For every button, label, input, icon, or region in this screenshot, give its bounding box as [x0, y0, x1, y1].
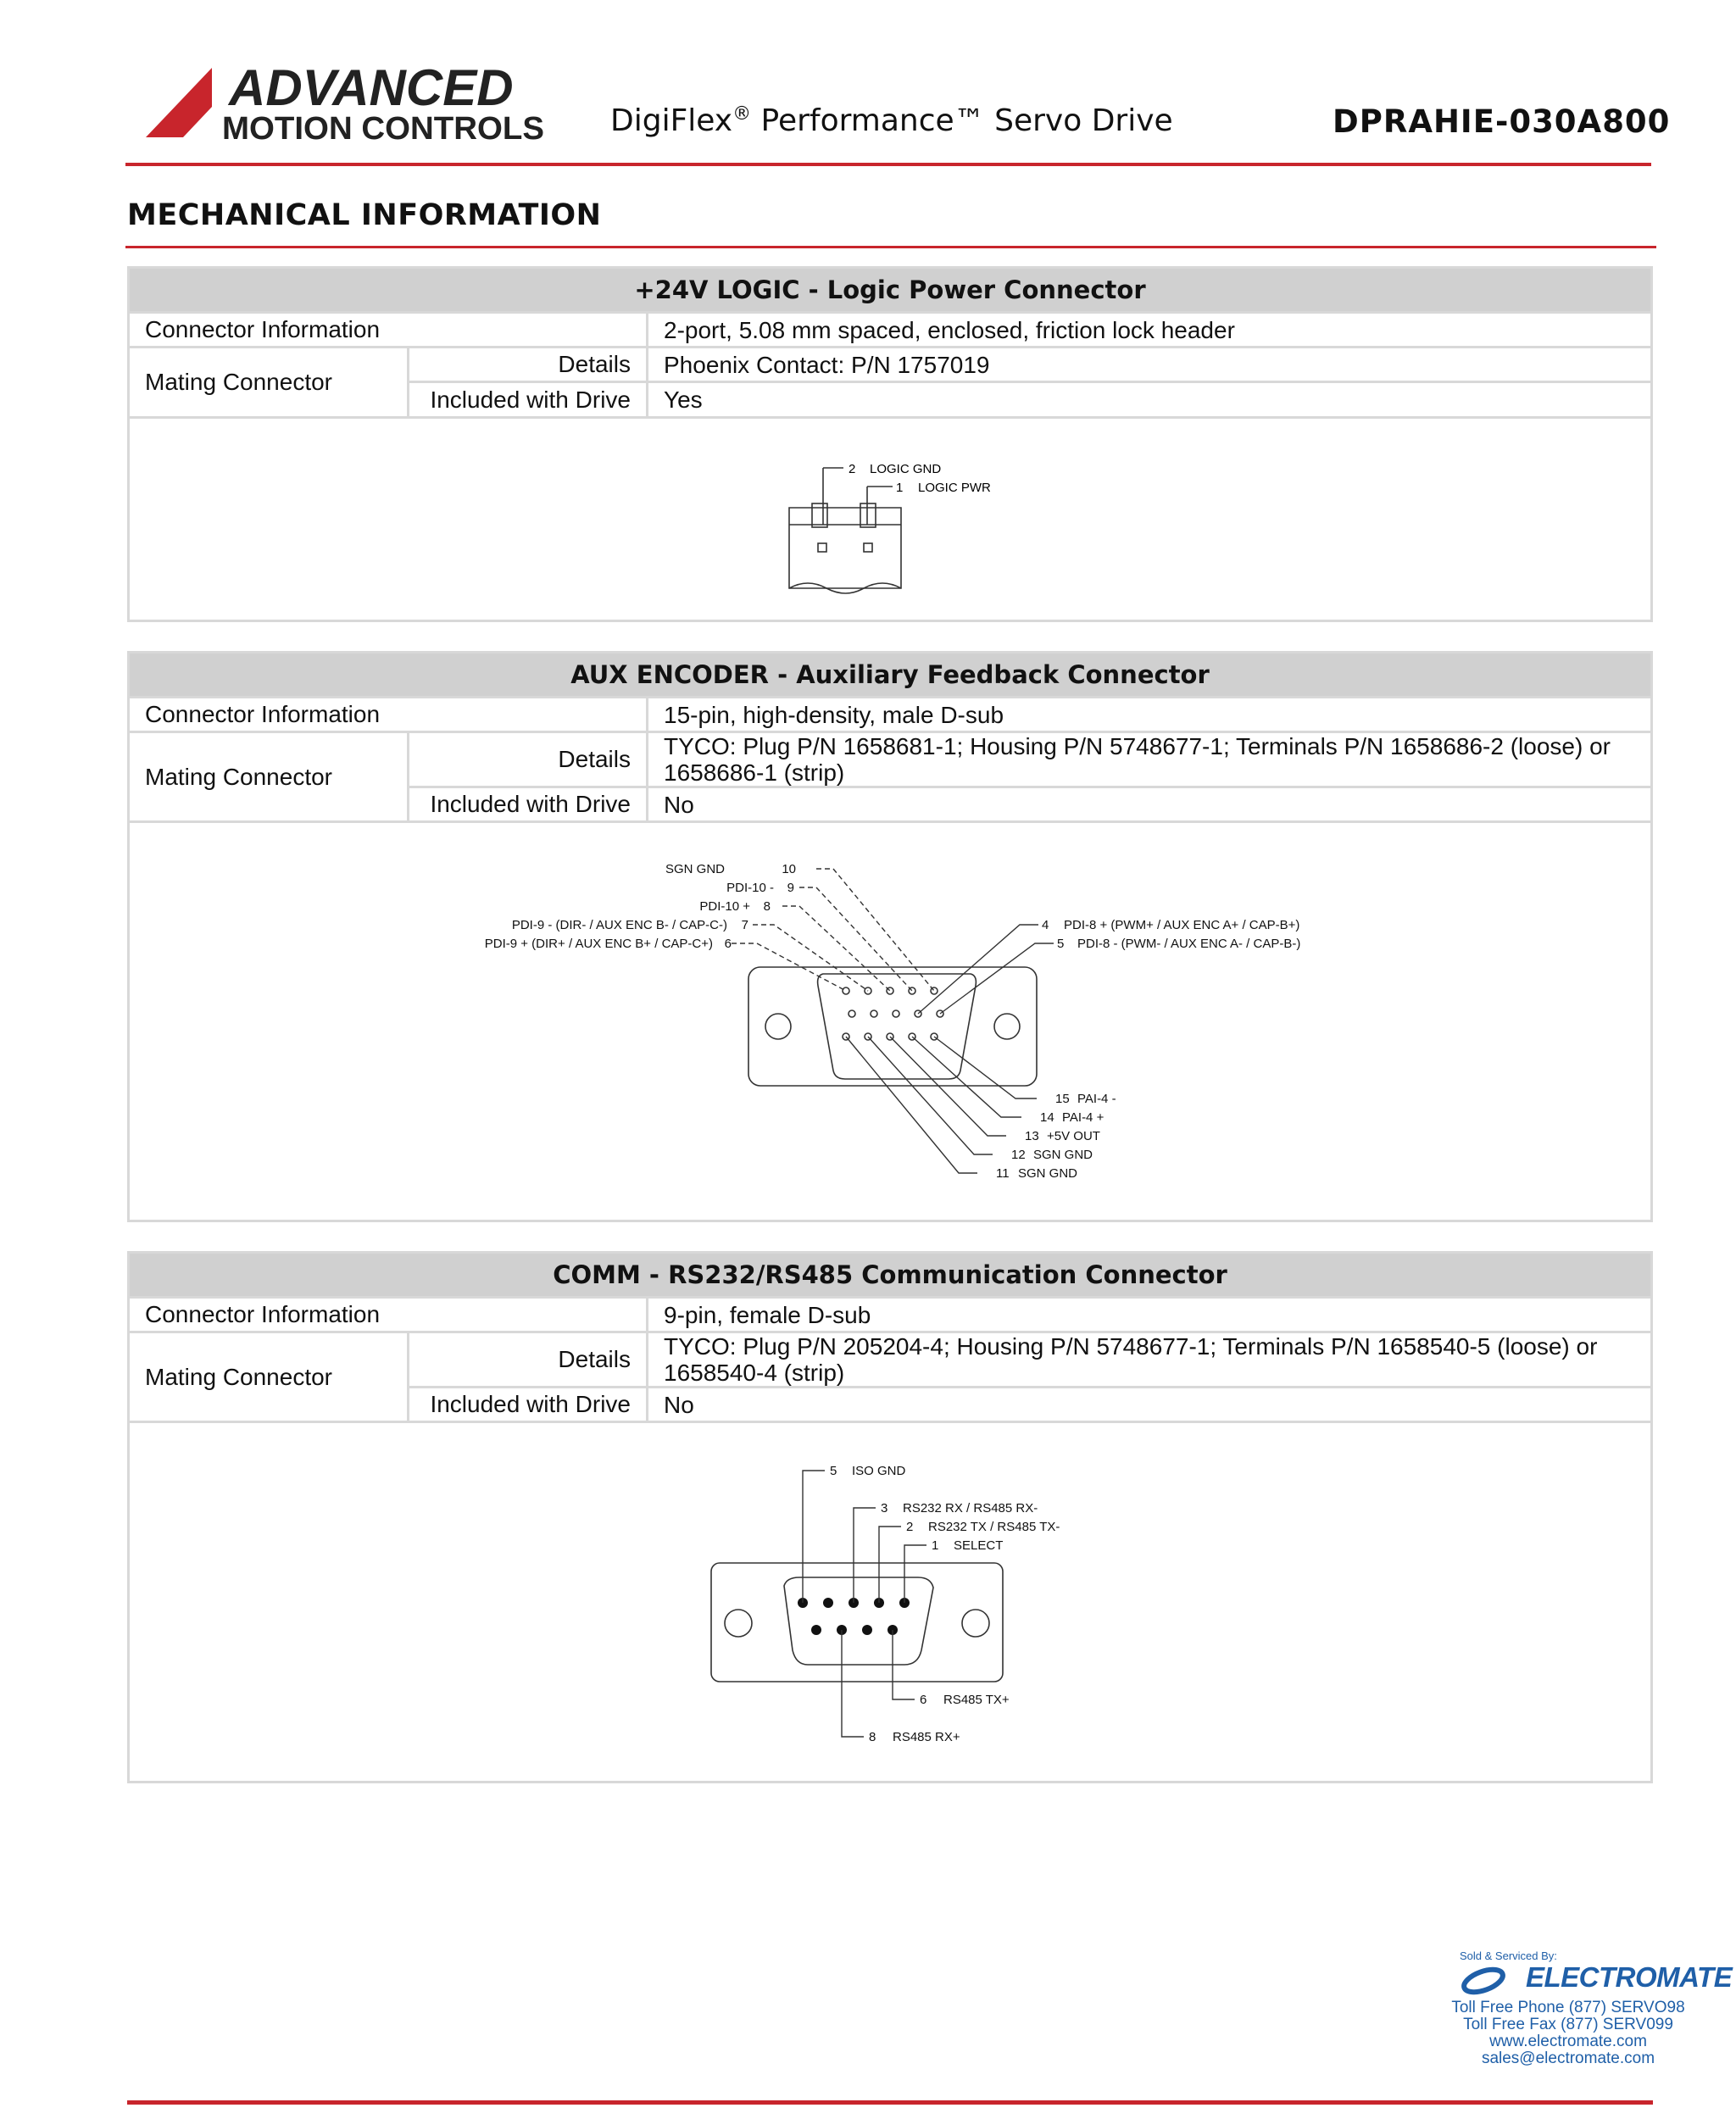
svg-text:SGN GND: SGN GND	[1033, 1148, 1093, 1162]
svg-text:RS232 RX / RS485 RX-: RS232 RX / RS485 RX-	[903, 1501, 1038, 1516]
svg-text:PDI-9 - (DIR- / AUX ENC B- / C: PDI-9 - (DIR- / AUX ENC B- / CAP-C-)	[511, 918, 727, 932]
svg-text:5: 5	[830, 1464, 837, 1478]
mating-connector-row	[130, 733, 1650, 823]
pin-2-num: 2	[849, 462, 856, 476]
mating-connector-label: Mating Connector	[130, 348, 409, 416]
connector-info-label: Connector Information	[130, 1299, 648, 1331]
mating-connector-label: Mating Connector	[130, 733, 409, 820]
svg-text:15: 15	[1055, 1092, 1070, 1106]
svg-text:SGN GND: SGN GND	[665, 862, 725, 876]
website-link[interactable]: www.electromate.com	[1489, 2033, 1647, 2050]
connector-info-value: 15-pin, high-density, male D-sub	[664, 701, 1004, 728]
connector-table-logic	[127, 266, 1653, 622]
email-link[interactable]: sales@electromate.com	[1481, 2049, 1655, 2067]
svg-text:PDI-10 -: PDI-10 -	[726, 881, 774, 895]
svg-text:RS485 RX+: RS485 RX+	[893, 1730, 960, 1744]
connector-info-row	[130, 698, 1650, 733]
svg-text:RS232 TX / RS485 TX-: RS232 TX / RS485 TX-	[928, 1520, 1060, 1534]
svg-text:3: 3	[881, 1501, 888, 1516]
footer-rule	[127, 2100, 1653, 2105]
svg-text:SELECT: SELECT	[954, 1538, 1004, 1553]
svg-text:13: 13	[1025, 1129, 1039, 1143]
svg-text:SGN GND: SGN GND	[1018, 1166, 1078, 1181]
pin-1-name: LOGIC PWR	[918, 481, 991, 495]
aux-encoder-drawing	[130, 823, 1650, 1221]
connector-table-aux-encoder	[127, 651, 1653, 1222]
section-title: MECHANICAL INFORMATION	[127, 198, 602, 232]
svg-text:12: 12	[1011, 1148, 1026, 1162]
details-value: Phoenix Contact: P/N 1757019	[664, 351, 990, 378]
connector-info-row	[130, 314, 1650, 348]
section-rule	[125, 246, 1656, 248]
svg-text:6: 6	[724, 937, 732, 951]
comm-connector-drawing	[130, 1423, 1650, 1783]
part-number: DPRAHIE-030A800	[1333, 103, 1671, 140]
connector-info-row	[130, 1299, 1650, 1333]
logo-line2: MOTION CONTROLS	[222, 111, 544, 146]
aux-encoder-diagram	[130, 823, 1650, 1221]
svg-text:PDI-8 - (PWM- / AUX ENC A- / C: PDI-8 - (PWM- / AUX ENC A- / CAP-B-)	[1077, 937, 1301, 951]
included-value: No	[664, 791, 694, 818]
connector-title: AUX ENCODER - Auxiliary Feedback Connector	[130, 653, 1650, 698]
toll-free-fax: Toll Free Fax (877) SERV099	[1463, 2016, 1673, 2033]
header-rule	[125, 163, 1651, 166]
svg-text:PDI-8 + (PWM+ / AUX ENC A+ / C: PDI-8 + (PWM+ / AUX ENC A+ / CAP-B+)	[1064, 918, 1300, 932]
svg-text:+5V OUT: +5V OUT	[1047, 1129, 1100, 1143]
mating-connector-row	[130, 348, 1650, 419]
product-title: DigiFlex® Performance™ Servo Drive	[610, 103, 1173, 138]
svg-text:PAI-4 -: PAI-4 -	[1077, 1092, 1116, 1106]
details-value: TYCO: Plug P/N 1658681-1; Housing P/N 5748677-1; Terminals P/N 1658686-2 (loose) or 1658686-1 (strip)	[664, 733, 1611, 786]
logic-connector-diagram	[130, 419, 1650, 622]
svg-text:PDI-10 +: PDI-10 +	[699, 899, 750, 914]
svg-text:8: 8	[869, 1730, 876, 1744]
pin-1-num: 1	[896, 481, 904, 495]
logo-line1: ADVANCED	[229, 61, 514, 116]
details-label: Details	[409, 733, 648, 786]
connector-info-label: Connector Information	[130, 314, 648, 346]
svg-text:11: 11	[996, 1166, 1010, 1181]
svg-text:ISO GND: ISO GND	[852, 1464, 906, 1478]
sold-by-label: Sold & Serviced By:	[1460, 1949, 1557, 1962]
connector-info-label: Connector Information	[130, 698, 648, 731]
logic-connector-drawing	[130, 419, 1650, 622]
mating-connector-label: Mating Connector	[130, 1333, 409, 1421]
svg-text:RS485 TX+: RS485 TX+	[943, 1693, 1010, 1707]
included-value: Yes	[664, 387, 703, 413]
svg-text:8: 8	[763, 899, 771, 914]
connector-title: COMM - RS232/RS485 Communication Connector	[130, 1254, 1650, 1299]
included-label: Included with Drive	[409, 1388, 648, 1421]
connector-info-value: 2-port, 5.08 mm spaced, enclosed, friction lock header	[664, 316, 1235, 343]
details-label: Details	[409, 1333, 648, 1386]
svg-text:PDI-9 + (DIR+ / AUX ENC B+ / C: PDI-9 + (DIR+ / AUX ENC B+ / CAP-C+)	[484, 937, 713, 951]
pin-2-name: LOGIC GND	[870, 462, 942, 476]
svg-text:2: 2	[906, 1520, 914, 1534]
svg-text:4: 4	[1042, 918, 1049, 932]
connector-info-value: 9-pin, female D-sub	[664, 1301, 871, 1328]
connector-table-comm	[127, 1251, 1653, 1783]
svg-text:10: 10	[782, 862, 796, 876]
details-value: TYCO: Plug P/N 205204-4; Housing P/N 5748677-1; Terminals P/N 1658540-5 (loose) or 1658540-4 (strip)	[664, 1333, 1598, 1386]
svg-text:1: 1	[932, 1538, 939, 1553]
toll-free-phone: Toll Free Phone (877) SERVO98	[1451, 1999, 1685, 2016]
details-label: Details	[409, 348, 648, 381]
svg-text:5: 5	[1057, 937, 1065, 951]
connector-title: +24V LOGIC - Logic Power Connector	[130, 269, 1650, 314]
electromate-logo-icon	[1460, 1965, 1511, 1997]
electromate-brand: ELECTROMATE	[1526, 1961, 1733, 1993]
included-label: Included with Drive	[409, 383, 648, 416]
svg-text:6: 6	[920, 1693, 927, 1707]
svg-text:14: 14	[1040, 1110, 1054, 1125]
company-logo	[144, 61, 559, 146]
included-value: No	[664, 1391, 694, 1418]
svg-text:9: 9	[787, 881, 794, 895]
mating-connector-row	[130, 1333, 1650, 1423]
svg-text:7: 7	[741, 918, 748, 932]
svg-text:PAI-4 +: PAI-4 +	[1062, 1110, 1104, 1125]
included-label: Included with Drive	[409, 788, 648, 820]
comm-connector-diagram	[130, 1423, 1650, 1783]
